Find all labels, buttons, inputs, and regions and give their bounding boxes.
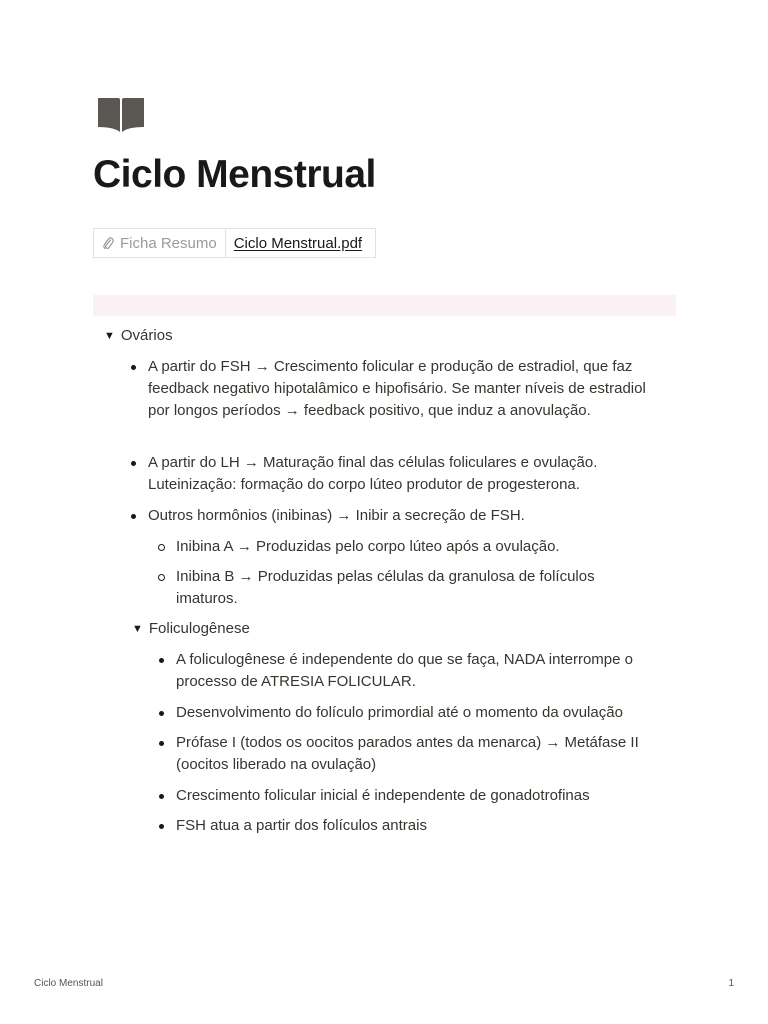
property-value <box>226 229 375 257</box>
page-title: Ciclo Menstrual <box>93 153 376 196</box>
property-row <box>93 228 376 258</box>
bullet-disc <box>159 794 164 799</box>
bullet-disc <box>159 824 164 829</box>
paperclip-icon <box>102 236 114 250</box>
list-item-text: Crescimento folicular inicial é independente de gonadotrofinas <box>176 787 590 804</box>
list-item <box>159 785 684 807</box>
list-item-text: A foliculogênese é independente do que se faça, NADA interrompe o processo de ATRESIA FOLICULAR. <box>176 651 633 690</box>
bullet-circle <box>158 574 165 581</box>
toggle-label: Ovários <box>120 327 173 344</box>
list-item <box>159 649 684 693</box>
list-item-text: A partir do LH → Maturação final das células foliculares e ovulação. Luteinização: formação do corpo lúteo produtor de progesterona. <box>148 454 598 493</box>
bullet-disc <box>159 658 164 663</box>
bullet-circle <box>158 544 165 551</box>
list-item <box>158 566 648 610</box>
toggle-triangle-icon[interactable]: ▼ <box>104 330 115 342</box>
list-item-text: Prófase I (todos os oocitos parados antes da menarca) → Metáfase II (oocitos liberado na ovulação) <box>176 734 639 773</box>
list-item-text: Outros hormônios (inibinas) → Inibir a secreção de FSH. <box>148 507 525 524</box>
toggle-foliculogenese[interactable] <box>132 618 250 640</box>
list-item-text: Inibina A → Produzidas pelo corpo lúteo após a ovulação. <box>176 538 560 555</box>
list-item <box>159 815 684 837</box>
property-name-label: Ficha Resumo <box>120 234 217 252</box>
bullet-disc <box>159 711 164 716</box>
footer-title: Ciclo Menstrual <box>34 978 103 989</box>
toggle-label: Foliculogênese <box>148 620 250 637</box>
bullet-disc <box>131 461 136 466</box>
list-item-text: FSH atua a partir dos folículos antrais <box>176 817 427 834</box>
list-item <box>131 356 661 422</box>
list-item-text: A partir do FSH → Crescimento folicular e produção de estradiol, que faz feedback negativo hipotalâmico e hipofisário. Se manter níveis de estradiol por longos períodos → feedback positivo, que induz a anovulação. <box>148 358 646 419</box>
list-item <box>158 536 658 558</box>
bullet-disc <box>159 741 164 746</box>
list-item <box>159 702 689 724</box>
list-item <box>131 505 661 527</box>
bullet-disc <box>131 365 136 370</box>
toggle-ovarios[interactable] <box>104 325 173 347</box>
list-item-text: Inibina B → Produzidas pelas células da granulosa de folículos imaturos. <box>176 568 595 607</box>
toggle-triangle-icon[interactable]: ▼ <box>132 623 143 635</box>
property-name[interactable] <box>94 229 226 257</box>
footer-page-number: 1 <box>728 978 734 989</box>
book-icon <box>96 96 146 134</box>
list-item <box>131 452 661 496</box>
list-item-text: Desenvolvimento do folículo primordial até o momento da ovulação <box>176 704 623 721</box>
bullet-disc <box>131 514 136 519</box>
pdf-file-link[interactable]: Ciclo Menstrual.pdf <box>233 234 363 252</box>
list-item <box>159 732 684 776</box>
callout-block <box>93 295 676 316</box>
